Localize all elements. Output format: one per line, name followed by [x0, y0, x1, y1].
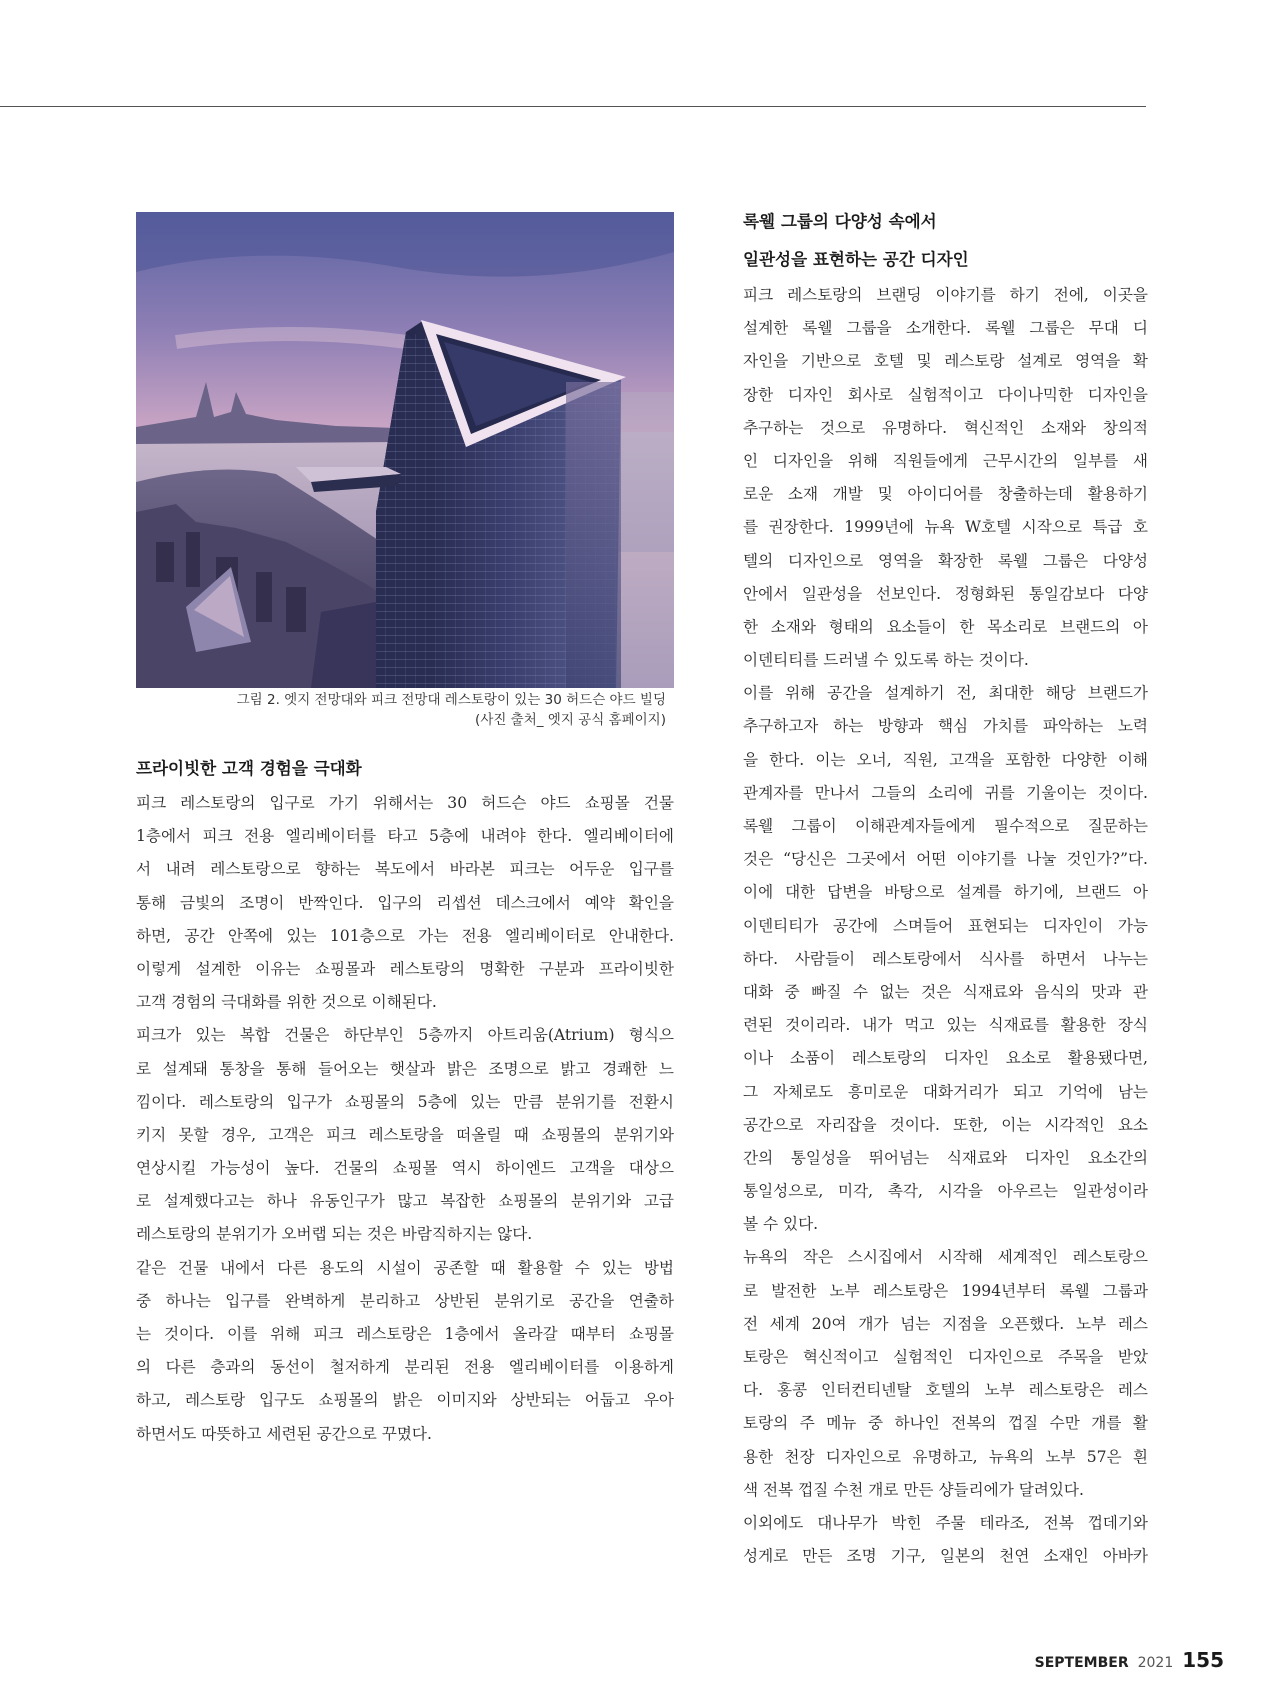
right-line: 다. 홍콩 인터컨티넨탈 호텔의 노부 레스토랑은 레스 [743, 1381, 1148, 1400]
left-line: 피크 레스토랑의 입구로 가기 위해서는 30 허드슨 야드 쇼핑몰 건물 [136, 794, 674, 812]
right-line: 텔의 디자인으로 영역을 확장한 록웰 그룹은 다양성 [743, 551, 1148, 570]
right-line: 것은 “당신은 그곳에서 어떤 이야기를 나눌 것인가?”다. [743, 850, 1148, 869]
right-line: 을 한다. 이는 오너, 직원, 고객을 포함한 다양한 이해 [743, 750, 1148, 769]
left-line: 로 설계했다고는 하나 유동인구가 많고 복잡한 쇼핑몰의 분위기와 고급 [136, 1192, 674, 1211]
right-line: 이덴티티가 공간에 스며들어 표현되는 디자인이 가능 [743, 916, 1148, 935]
left-line: 연상시킬 가능성이 높다. 건물의 쇼핑몰 역시 하이엔드 고객을 대상으 [136, 1159, 674, 1178]
left-line: 이렇게 설계한 이유는 쇼핑몰과 레스토랑의 명확한 구분과 프라이빗한 [136, 959, 674, 978]
right-line: 자인을 기반으로 호텔 및 레스토랑 설계로 영역을 확 [743, 352, 1148, 371]
right-line: 한 소재와 형태의 요소들이 한 목소리로 브랜드의 아 [743, 617, 1148, 636]
right-line: 토랑은 혁신적이고 실험적인 디자인으로 주목을 받았 [743, 1348, 1148, 1366]
right-line: 통일성으로, 미각, 촉각, 시각을 아우르는 일관성이라 [743, 1182, 1148, 1201]
photo-30-hudson-yards [136, 212, 674, 688]
right-line: 설계한 록웰 그룹을 소개한다. 록웰 그룹은 무대 디 [743, 319, 1148, 338]
right-line: 간의 통일성을 뛰어넘는 식재료와 디자인 요소간의 [743, 1148, 1148, 1167]
left-line: 로 설계돼 통창을 통해 들어오는 햇살과 밝은 조명으로 밝고 경쾌한 느 [136, 1059, 674, 1078]
left-line: 레스토랑의 분위기가 오버랩 되는 것은 바람직하지는 않다. [136, 1225, 533, 1244]
right-line: 로운 소재 개발 및 아이디어를 창출하는데 활용하기 [743, 485, 1148, 504]
right-line: 공간으로 자리잡을 것이다. 또한, 이는 시각적인 요소 [743, 1115, 1148, 1134]
right-line: 추구하고자 하는 방향과 핵심 가치를 파악하는 노력 [743, 717, 1148, 736]
left-line: 중 하나는 입구를 완벽하게 분리하고 상반된 분위기로 공간을 연출하 [136, 1291, 674, 1310]
left-line: 하면서도 따뜻하고 세련된 공간으로 꾸몄다. [136, 1424, 432, 1443]
right-section-heading-1: 록웰 그룹의 다양성 속에서 [743, 212, 937, 231]
footer-year: 2021 [1137, 1655, 1174, 1671]
right-line: 로 발전한 노부 레스토랑은 1994년부터 록웰 그룹과 [743, 1281, 1148, 1300]
footer-month: SEPTEMBER [1034, 1655, 1129, 1671]
right-line: 성게로 만든 조명 기구, 일본의 천연 소재인 아바카 [743, 1547, 1148, 1566]
right-line: 전 세계 20여 개가 넘는 지점을 오픈했다. 노부 레스 [743, 1314, 1148, 1333]
right-column [743, 203, 1148, 1573]
right-line: 색 전복 껍질 수천 개로 만든 샹들리에가 달려있다. [743, 1480, 1084, 1499]
left-line: 피크가 있는 복합 건물은 하단부인 5층까지 아트리움(Atrium) 형식으 [136, 1026, 674, 1045]
right-line: 이를 위해 공간을 설계하기 전, 최대한 해당 브랜드가 [743, 684, 1148, 703]
right-line: 록웰 그룹이 이해관계자들에게 필수적으로 질문하는 [743, 817, 1148, 835]
right-line: 관계자를 만나서 그들의 소리에 귀를 기울이는 것이다. [743, 783, 1148, 802]
left-line: 고객 경험의 극대화를 위한 것으로 이해된다. [136, 993, 437, 1012]
right-line: 련된 것이리라. 내가 먹고 있는 식재료를 활용한 장식 [743, 1016, 1148, 1035]
figure-caption [136, 690, 666, 730]
right-line: 이나 소품이 레스토랑의 디자인 요소로 활용됐다면, [743, 1049, 1148, 1068]
right-line: 그 자체로도 흥미로운 대화거리가 되고 기억에 남는 [743, 1082, 1148, 1101]
right-line: 안에서 일관성을 선보인다. 정형화된 통일감보다 다양 [743, 584, 1148, 603]
left-line: 같은 건물 내에서 다른 용도의 시설이 공존할 때 활용할 수 있는 방법 [136, 1258, 674, 1277]
left-line: 의 다른 층과의 동선이 철저하게 분리된 전용 엘리베이터를 이용하게 [136, 1358, 674, 1377]
right-line: 이에 대한 답변을 바탕으로 설계를 하기에, 브랜드 아 [743, 883, 1148, 902]
right-line: 이덴티티를 드러낼 수 있도록 하는 것이다. [743, 651, 1029, 670]
page-number: 155 [1182, 1648, 1224, 1672]
right-line: 인 디자인을 위해 직원들에게 근무시간의 일부를 새 [743, 451, 1148, 470]
left-section-heading: 프라이빗한 고객 경험을 극대화 [136, 759, 362, 778]
right-line: 이외에도 대나무가 박힌 주물 테라조, 전복 껍데기와 [743, 1513, 1148, 1532]
page-footer [1035, 1648, 1224, 1672]
right-line: 용한 천장 디자인으로 유명하고, 뉴욕의 노부 57은 흰 [743, 1447, 1148, 1466]
header-rule [0, 106, 1146, 107]
right-line: 추구하는 것으로 유명하다. 혁신적인 소재와 창의적 [743, 418, 1148, 437]
right-section-heading-2: 일관성을 표현하는 공간 디자인 [743, 250, 969, 269]
left-line: 는 것이다. 이를 위해 피크 레스토랑은 1층에서 올라갈 때부터 쇼핑몰 [136, 1325, 674, 1343]
left-line: 서 내려 레스토랑으로 향하는 복도에서 바라본 피크는 어두운 입구를 [136, 860, 674, 879]
left-column [136, 752, 674, 1451]
right-line: 뉴욕의 작은 스시집에서 시작해 세계적인 레스토랑으 [743, 1248, 1148, 1267]
right-line: 를 권장한다. 1999년에 뉴욕 W호텔 시작으로 특급 호 [743, 518, 1148, 537]
right-line: 장한 디자인 회사로 실험적이고 다이나믹한 디자인을 [743, 385, 1148, 404]
left-line: 낌이다. 레스토랑의 입구가 쇼핑몰의 5층에 있는 만큼 분위기를 전환시 [136, 1092, 674, 1111]
right-line: 토랑의 주 메뉴 중 하나인 전복의 껍질 수만 개를 활 [743, 1414, 1148, 1433]
right-line: 하다. 사람들이 레스토랑에서 식사를 하면서 나누는 [743, 949, 1148, 968]
right-line: 볼 수 있다. [743, 1215, 819, 1234]
left-line: 하면, 공간 안쪽에 있는 101층으로 가는 전용 엘리베이터로 안내한다. [136, 926, 674, 945]
left-line: 하고, 레스토랑 입구도 쇼핑몰의 밝은 이미지와 상반되는 어둡고 우아 [136, 1391, 674, 1410]
left-line: 1층에서 피크 전용 엘리베이터를 타고 5층에 내려야 한다. 엘리베이터에 [136, 827, 674, 846]
left-line: 키지 못할 경우, 고객은 피크 레스토랑을 떠올릴 때 쇼핑몰의 분위기와 [136, 1125, 674, 1144]
right-line: 대화 중 빠질 수 없는 것은 식재료와 음식의 맛과 관 [743, 982, 1148, 1001]
caption-credit: (사진 출처_ 엣지 공식 홈페이지) [475, 712, 666, 728]
left-line: 통해 금빛의 조명이 반짝인다. 입구의 리셉션 데스크에서 예약 확인을 [136, 893, 674, 912]
right-line: 피크 레스토랑의 브랜딩 이야기를 하기 전에, 이곳을 [743, 286, 1148, 304]
caption-title: 그림 2. 엣지 전망대와 피크 전망대 레스토랑이 있는 30 허드슨 야드 빌딩 [236, 692, 666, 708]
